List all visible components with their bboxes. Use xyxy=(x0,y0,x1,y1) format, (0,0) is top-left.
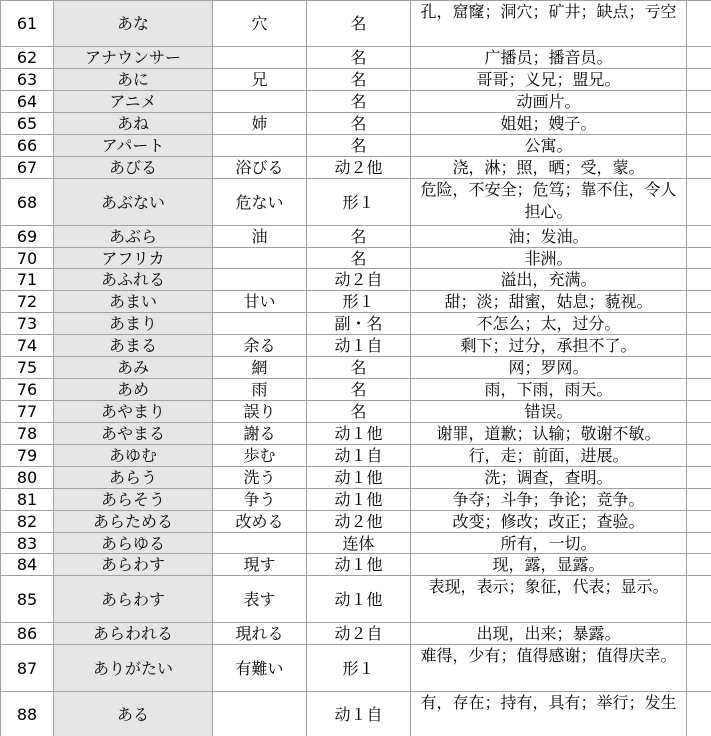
table-row xyxy=(1,423,711,445)
empty-cell[interactable] xyxy=(687,645,711,692)
kana-cell[interactable]: あやまる xyxy=(54,423,213,445)
kanji-cell[interactable]: 油 xyxy=(213,226,307,248)
empty-cell[interactable] xyxy=(687,576,711,623)
table-row xyxy=(1,248,711,269)
part-of-speech-cell[interactable]: 名 xyxy=(307,91,411,113)
row-number-cell[interactable]: 66 xyxy=(1,135,54,157)
definition-cell[interactable]: 溢出，充满。 xyxy=(411,269,687,291)
kana-cell[interactable]: あらそう xyxy=(54,489,213,511)
part-of-speech-cell[interactable]: 动１自 xyxy=(307,445,411,467)
row-number-cell[interactable]: 81 xyxy=(1,489,54,511)
part-of-speech-cell[interactable]: 形１ xyxy=(307,645,411,692)
empty-cell[interactable] xyxy=(687,47,711,69)
kana-cell[interactable]: あまる xyxy=(54,335,213,357)
definition-cell[interactable]: 甜；淡；甜蜜，姑息；藐视。 xyxy=(411,291,687,313)
definition-cell[interactable]: 姐姐；嫂子。 xyxy=(411,113,687,135)
part-of-speech-cell[interactable]: 形１ xyxy=(307,179,411,226)
definition-cell[interactable]: 争夺；斗争；争论；竞争。 xyxy=(411,489,687,511)
kana-cell[interactable]: あびる xyxy=(54,157,213,179)
kana-cell[interactable]: あまり xyxy=(54,313,213,335)
definition-cell[interactable]: 错误。 xyxy=(411,401,687,423)
empty-cell[interactable] xyxy=(687,179,711,226)
kana-cell[interactable]: あな xyxy=(54,1,213,47)
definition-cell[interactable]: 剩下；过分，承担不了。 xyxy=(411,335,687,357)
table-row xyxy=(1,335,711,357)
empty-cell[interactable] xyxy=(687,135,711,157)
kanji-cell[interactable]: 穴 xyxy=(213,1,307,47)
kanji-cell[interactable]: 歩む xyxy=(213,445,307,467)
kanji-cell[interactable]: 兄 xyxy=(213,69,307,91)
definition-cell[interactable]: 表现，表示；象征，代表；显示。 xyxy=(411,576,687,623)
row-number-cell[interactable]: 79 xyxy=(1,445,54,467)
empty-cell[interactable] xyxy=(687,511,711,533)
empty-cell[interactable] xyxy=(687,113,711,135)
kanji-cell[interactable] xyxy=(213,533,307,554)
row-number-cell[interactable]: 86 xyxy=(1,623,54,645)
empty-cell[interactable] xyxy=(687,445,711,467)
table-row xyxy=(1,401,711,423)
part-of-speech-cell[interactable]: 动２他 xyxy=(307,157,411,179)
definition-cell[interactable]: 网；罗网。 xyxy=(411,357,687,379)
kanji-cell[interactable]: 姉 xyxy=(213,113,307,135)
part-of-speech-cell[interactable]: 动２他 xyxy=(307,511,411,533)
empty-cell[interactable] xyxy=(687,401,711,423)
part-of-speech-cell[interactable]: 名 xyxy=(307,135,411,157)
empty-cell[interactable] xyxy=(687,335,711,357)
part-of-speech-cell[interactable]: 动１他 xyxy=(307,576,411,623)
empty-cell[interactable] xyxy=(687,489,711,511)
definition-cell[interactable]: 油；发油。 xyxy=(411,226,687,248)
definition-cell[interactable]: 浇，淋；照，晒；受，蒙。 xyxy=(411,157,687,179)
part-of-speech-cell[interactable]: 动２自 xyxy=(307,623,411,645)
row-number-cell[interactable]: 80 xyxy=(1,467,54,489)
definition-cell[interactable]: 危险，不安全；危笃；靠不住，令人担心。 xyxy=(411,179,687,226)
kana-cell[interactable]: アフリカ xyxy=(54,248,213,269)
empty-cell[interactable] xyxy=(687,269,711,291)
table-row xyxy=(1,357,711,379)
definition-cell[interactable]: 非洲。 xyxy=(411,248,687,269)
table-row xyxy=(1,576,711,623)
kanji-cell[interactable]: 網 xyxy=(213,357,307,379)
empty-cell[interactable] xyxy=(687,313,711,335)
table-row xyxy=(1,226,711,248)
row-number-cell[interactable]: 71 xyxy=(1,269,54,291)
empty-cell[interactable] xyxy=(687,91,711,113)
table-row xyxy=(1,467,711,489)
row-number-cell[interactable]: 61 xyxy=(1,1,54,47)
table-row xyxy=(1,554,711,576)
table-row xyxy=(1,489,711,511)
kanji-cell[interactable]: 誤り xyxy=(213,401,307,423)
empty-cell[interactable] xyxy=(687,533,711,554)
definition-cell[interactable]: 哥哥；义兄；盟兄。 xyxy=(411,69,687,91)
table-row xyxy=(1,179,711,226)
row-number-cell[interactable]: 65 xyxy=(1,113,54,135)
table-row xyxy=(1,157,711,179)
row-number-cell[interactable]: 64 xyxy=(1,91,54,113)
kana-cell[interactable]: ある xyxy=(54,692,213,736)
row-number-cell[interactable]: 82 xyxy=(1,511,54,533)
part-of-speech-cell[interactable]: 名 xyxy=(307,69,411,91)
table-row xyxy=(1,113,711,135)
row-number-cell[interactable]: 69 xyxy=(1,226,54,248)
kanji-cell[interactable] xyxy=(213,269,307,291)
table-row xyxy=(1,511,711,533)
definition-cell[interactable]: 行，走；前面，进展。 xyxy=(411,445,687,467)
kanji-cell[interactable] xyxy=(213,248,307,269)
row-number-cell[interactable]: 70 xyxy=(1,248,54,269)
kanji-cell[interactable] xyxy=(213,135,307,157)
definition-cell[interactable]: 所有，一切。 xyxy=(411,533,687,554)
row-number-cell[interactable]: 85 xyxy=(1,576,54,623)
definition-cell[interactable]: 改变；修改；改正；查验。 xyxy=(411,511,687,533)
row-number-cell[interactable]: 78 xyxy=(1,423,54,445)
kanji-cell[interactable]: 浴びる xyxy=(213,157,307,179)
row-number-cell[interactable]: 76 xyxy=(1,379,54,401)
definition-cell[interactable]: 公寓。 xyxy=(411,135,687,157)
part-of-speech-cell[interactable]: 副・名 xyxy=(307,313,411,335)
kanji-cell[interactable]: 改める xyxy=(213,511,307,533)
kanji-cell[interactable]: 争う xyxy=(213,489,307,511)
empty-cell[interactable] xyxy=(687,226,711,248)
table-row xyxy=(1,623,711,645)
part-of-speech-cell[interactable]: 名 xyxy=(307,226,411,248)
definition-cell[interactable]: 难得，少有；值得感谢；值得庆幸。 xyxy=(411,645,687,692)
kanji-cell[interactable]: 表す xyxy=(213,576,307,623)
table-body xyxy=(1,1,711,736)
table-row xyxy=(1,291,711,313)
row-number-cell[interactable]: 83 xyxy=(1,533,54,554)
kana-cell[interactable]: あらためる xyxy=(54,511,213,533)
part-of-speech-cell[interactable]: 动１自 xyxy=(307,692,411,736)
kana-cell[interactable]: あらわれる xyxy=(54,623,213,645)
kana-cell[interactable]: アナウンサー xyxy=(54,47,213,69)
kana-cell[interactable]: あらう xyxy=(54,467,213,489)
table-row xyxy=(1,91,711,113)
kana-cell[interactable]: アパート xyxy=(54,135,213,157)
table-row xyxy=(1,269,711,291)
empty-cell[interactable] xyxy=(687,423,711,445)
kana-cell[interactable]: アニメ xyxy=(54,91,213,113)
kana-cell[interactable]: あね xyxy=(54,113,213,135)
kana-cell[interactable]: あらわす xyxy=(54,554,213,576)
part-of-speech-cell[interactable]: 动１他 xyxy=(307,467,411,489)
definition-cell[interactable]: 广播员；播音员。 xyxy=(411,47,687,69)
empty-cell[interactable] xyxy=(687,467,711,489)
empty-cell[interactable] xyxy=(687,69,711,91)
kanji-cell[interactable]: 有難い xyxy=(213,645,307,692)
row-number-cell[interactable]: 72 xyxy=(1,291,54,313)
definition-cell[interactable]: 动画片。 xyxy=(411,91,687,113)
part-of-speech-cell[interactable]: 名 xyxy=(307,379,411,401)
part-of-speech-cell[interactable]: 动１自 xyxy=(307,335,411,357)
kanji-cell[interactable]: 余る xyxy=(213,335,307,357)
row-number-cell[interactable]: 63 xyxy=(1,69,54,91)
kanji-cell[interactable] xyxy=(213,47,307,69)
row-number-cell[interactable]: 75 xyxy=(1,357,54,379)
kanji-cell[interactable]: 甘い xyxy=(213,291,307,313)
part-of-speech-cell[interactable]: 名 xyxy=(307,401,411,423)
kanji-cell[interactable]: 謝る xyxy=(213,423,307,445)
definition-cell[interactable]: 洗；调查，查明。 xyxy=(411,467,687,489)
row-number-cell[interactable]: 87 xyxy=(1,645,54,692)
empty-cell[interactable] xyxy=(687,357,711,379)
kana-cell[interactable]: あぶら xyxy=(54,226,213,248)
part-of-speech-cell[interactable]: 动１他 xyxy=(307,554,411,576)
row-number-cell[interactable]: 84 xyxy=(1,554,54,576)
empty-cell[interactable] xyxy=(687,379,711,401)
empty-cell[interactable] xyxy=(687,1,711,47)
table-row xyxy=(1,135,711,157)
kana-cell[interactable]: あみ xyxy=(54,357,213,379)
definition-cell[interactable]: 出现，出来；暴露。 xyxy=(411,623,687,645)
empty-cell[interactable] xyxy=(687,157,711,179)
empty-cell[interactable] xyxy=(687,248,711,269)
kana-cell[interactable]: あやまり xyxy=(54,401,213,423)
part-of-speech-cell[interactable]: 动１他 xyxy=(307,489,411,511)
table-row xyxy=(1,692,711,736)
kana-cell[interactable]: あらゆる xyxy=(54,533,213,554)
empty-cell[interactable] xyxy=(687,692,711,736)
definition-cell[interactable]: 孔，窟窿；洞穴；矿井；缺点；亏空 xyxy=(411,1,687,47)
part-of-speech-cell[interactable]: 形１ xyxy=(307,291,411,313)
row-number-cell[interactable]: 68 xyxy=(1,179,54,226)
table-row xyxy=(1,69,711,91)
empty-cell[interactable] xyxy=(687,623,711,645)
part-of-speech-cell[interactable]: 名 xyxy=(307,47,411,69)
kana-cell[interactable]: あに xyxy=(54,69,213,91)
definition-cell[interactable]: 现，露，显露。 xyxy=(411,554,687,576)
kanji-cell[interactable]: 洗う xyxy=(213,467,307,489)
kanji-cell[interactable] xyxy=(213,91,307,113)
part-of-speech-cell[interactable]: 名 xyxy=(307,113,411,135)
part-of-speech-cell[interactable]: 动１他 xyxy=(307,423,411,445)
row-number-cell[interactable]: 73 xyxy=(1,313,54,335)
part-of-speech-cell[interactable]: 名 xyxy=(307,1,411,47)
kana-cell[interactable]: あふれる xyxy=(54,269,213,291)
kanji-cell[interactable] xyxy=(213,313,307,335)
kana-cell[interactable]: あぶない xyxy=(54,179,213,226)
kanji-cell[interactable] xyxy=(213,692,307,736)
part-of-speech-cell[interactable]: 连体 xyxy=(307,533,411,554)
kana-cell[interactable]: あまい xyxy=(54,291,213,313)
row-number-cell[interactable]: 77 xyxy=(1,401,54,423)
row-number-cell[interactable]: 88 xyxy=(1,692,54,736)
kanji-cell[interactable]: 現す xyxy=(213,554,307,576)
definition-cell[interactable]: 不怎么；太，过分。 xyxy=(411,313,687,335)
kana-cell[interactable]: あめ xyxy=(54,379,213,401)
kanji-cell[interactable]: 危ない xyxy=(213,179,307,226)
table-row xyxy=(1,533,711,554)
table-row xyxy=(1,47,711,69)
definition-cell[interactable]: 雨，下雨，雨天。 xyxy=(411,379,687,401)
kana-cell[interactable]: あゆむ xyxy=(54,445,213,467)
row-number-cell[interactable]: 67 xyxy=(1,157,54,179)
kana-cell[interactable]: あらわす xyxy=(54,576,213,623)
row-number-cell[interactable]: 62 xyxy=(1,47,54,69)
empty-cell[interactable] xyxy=(687,554,711,576)
table-row xyxy=(1,313,711,335)
table-row xyxy=(1,379,711,401)
part-of-speech-cell[interactable]: 动２自 xyxy=(307,269,411,291)
table-row xyxy=(1,645,711,692)
kanji-cell[interactable]: 雨 xyxy=(213,379,307,401)
row-number-cell[interactable]: 74 xyxy=(1,335,54,357)
part-of-speech-cell[interactable]: 名 xyxy=(307,357,411,379)
kanji-cell[interactable]: 現れる xyxy=(213,623,307,645)
table-row xyxy=(1,1,711,47)
table-row xyxy=(1,445,711,467)
empty-cell[interactable] xyxy=(687,291,711,313)
part-of-speech-cell[interactable]: 名 xyxy=(307,248,411,269)
definition-cell[interactable]: 有，存在；持有，具有；举行；发生 xyxy=(411,692,687,736)
definition-cell[interactable]: 谢罪，道歉；认输；敬谢不敏。 xyxy=(411,423,687,445)
kana-cell[interactable]: ありがたい xyxy=(54,645,213,692)
